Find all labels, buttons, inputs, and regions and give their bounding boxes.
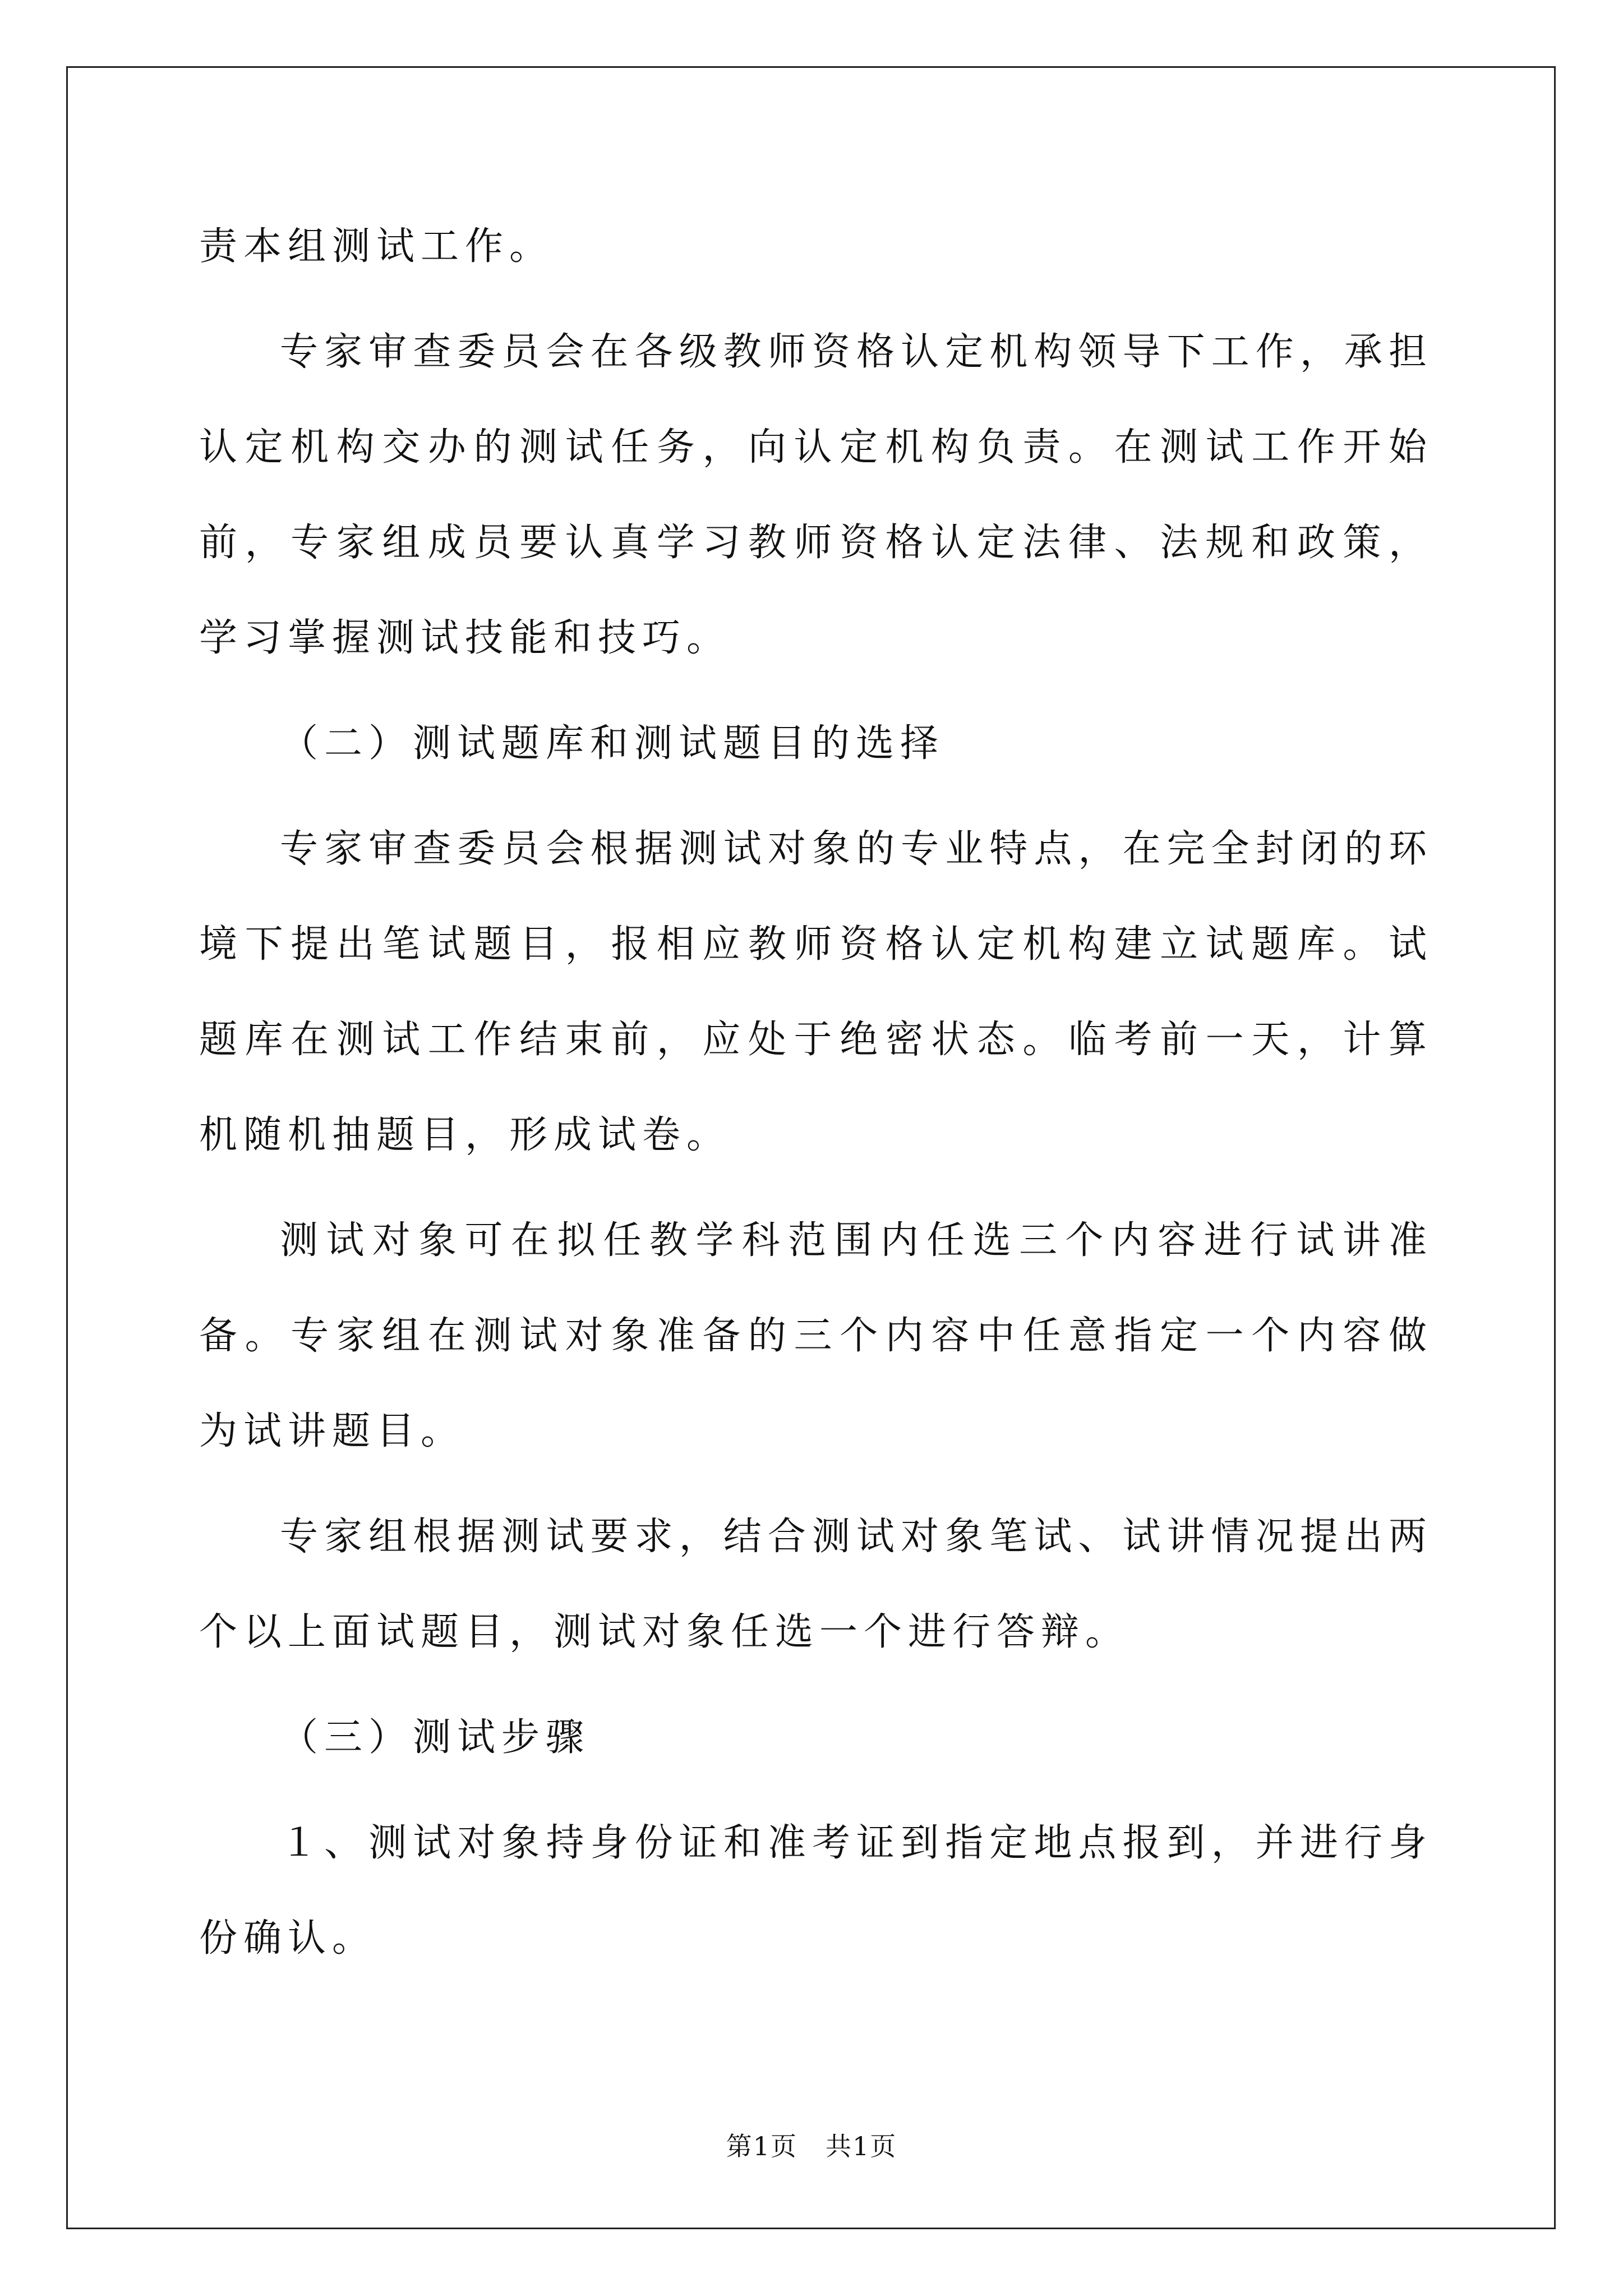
page-total: 共1页 — [825, 2131, 897, 2161]
section-heading: （二）测试题库和测试题目的选择 — [280, 721, 945, 766]
section-heading: （三）测试步骤 — [280, 1715, 591, 1760]
page-number: 第1页 — [726, 2131, 798, 2161]
page-footer — [0, 2126, 1623, 2163]
paragraph: 专家审查委员会根据测试对象的专业特点，在完全封闭的环境下提出笔试题目，报相应教师资格认定机构建立试题库。试题库在测试工作结束前，应处于绝密状态。临考前一天，计算机随机抽题目，形成试卷。 — [199, 827, 1433, 1157]
document-body — [199, 199, 1433, 1996]
paragraph: 责本组测试工作。 — [199, 224, 554, 269]
paragraph: 专家审查委员会在各级教师资格认定机构领导下工作，承担认定机构交办的测试任务，向认定机构负责。在测试工作开始前，专家组成员要认真学习教师资格认定法律、法规和政策，学习掌握测试技能和技巧。 — [199, 330, 1433, 660]
paragraph: １、测试对象持身份证和准考证到指定地点报到，并进行身份确认。 — [199, 1821, 1433, 1961]
paragraph: 专家组根据测试要求，结合测试对象笔试、试讲情况提出两个以上面试题目，测试对象任选一个进行答辩。 — [199, 1515, 1433, 1654]
paragraph: 测试对象可在拟任教学科范围内任选三个内容进行试讲准备。专家组在测试对象准备的三个内容中任意指定一个内容做为试讲题目。 — [199, 1218, 1433, 1453]
